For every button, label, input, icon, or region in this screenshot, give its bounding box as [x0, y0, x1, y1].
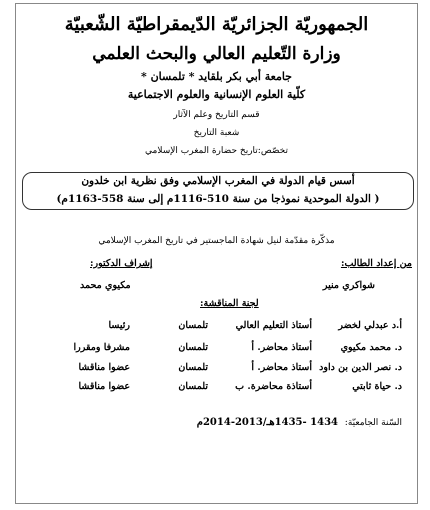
- academic-year-value: 1434 -1435هـ/2013-2014م: [196, 417, 338, 428]
- member-rank: أستاذة محاضرة. ب: [235, 381, 312, 392]
- member-rank: أستاذ محاضر. أ: [251, 342, 312, 353]
- committee-row: [0, 342, 430, 356]
- committee-row: [0, 362, 430, 376]
- student-name: شواكري منير: [322, 280, 375, 291]
- member-university: تلمسان: [178, 320, 208, 331]
- member-name: د. نصر الدين بن داود: [319, 362, 402, 373]
- republic-title: الجمهوريّة الجزائريّة الدّيمقراطيّة الشّعبيّة: [64, 14, 369, 35]
- department-name: قسم التاريخ وعلم الآثار: [173, 110, 260, 120]
- member-university: تلمسان: [178, 362, 208, 373]
- thesis-title-line1: أسس قيام الدولة في المغرب الإسلامي وفق نظرية ابن خلدون: [81, 175, 355, 187]
- committee-row: [0, 381, 430, 395]
- university-name: جامعة أبي بكر بلقايد * تلمسان *: [141, 70, 292, 83]
- prepared-by-label: من إعداد الطالب:: [340, 258, 412, 269]
- committee-row: [0, 320, 430, 334]
- member-rank: أستاذ التعليم العالي: [235, 320, 312, 331]
- supervisor-name: مكيوي محمد: [80, 280, 131, 291]
- member-name: د. محمد مكيوي: [340, 342, 402, 353]
- member-name: أ.د عبدلي لخضر: [338, 320, 402, 331]
- memo-statement: مذكّرة مقدّمة لنيل شهادة الماجستير في تاريخ المغرب الإسلامي: [98, 236, 335, 246]
- committee-label: لجنة المناقشة:: [200, 298, 259, 309]
- member-rank: أستاذ محاضر. أ: [251, 362, 312, 373]
- supervisor-label: إشراف الدكتور:: [90, 258, 153, 269]
- member-name: د. حياة ثابتي: [352, 381, 402, 392]
- member-university: تلمسان: [178, 342, 208, 353]
- thesis-title-box: [22, 172, 414, 210]
- member-role: رئيسا: [108, 320, 130, 331]
- member-role: عضوا مناقشا: [78, 381, 130, 392]
- branch-name: شعبة التاريخ: [193, 128, 240, 138]
- member-role: عضوا مناقشا: [78, 362, 130, 373]
- member-role: مشرفا ومقررا: [73, 342, 130, 353]
- thesis-title-line2: ( الدولة الموحدية نموذجا من سنة 510-1116م إلى سنة 558-1163م): [56, 193, 380, 205]
- specialty-name: تخصّص:تاريخ حضارة المغرب الإسلامي: [145, 146, 288, 156]
- faculty-name: كلّية العلوم الإنسانية والعلوم الاجتماعية: [127, 88, 306, 101]
- ministry-title: وزارة التّعليم العالي والبحث العلمي: [92, 44, 341, 64]
- member-university: تلمسان: [178, 381, 208, 392]
- academic-year-label: السّنة الجامعيّة:: [344, 418, 402, 428]
